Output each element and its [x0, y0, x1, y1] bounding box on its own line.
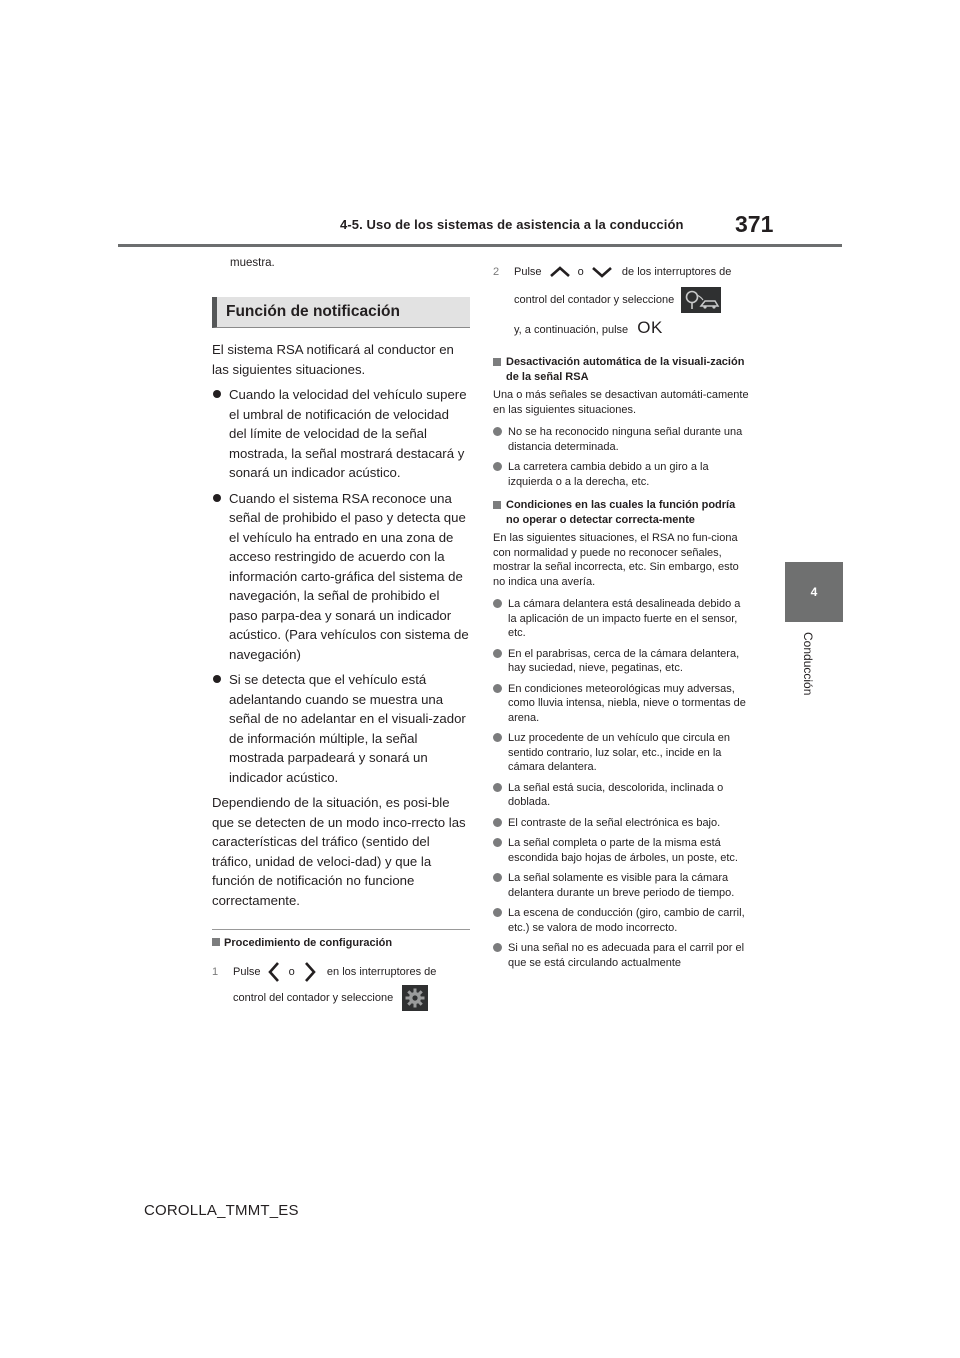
step-text-b: o	[577, 266, 584, 278]
left-column	[212, 256, 470, 1011]
chapter-tab[interactable]: 4	[785, 562, 843, 622]
bullet-item: La cámara delantera está desalineada debido a la aplicación de un impacto fuerte en el sensor, etc.	[508, 597, 751, 641]
intro-paragraph: El sistema RSA notificará al conductor en las siguientes situaciones.	[212, 342, 454, 377]
road-sign-assist-icon	[681, 287, 721, 313]
step-text-b: o	[288, 966, 295, 978]
subsection-heading	[493, 498, 751, 527]
chevron-left-icon	[268, 961, 280, 983]
bullet-item: Cuando el sistema RSA reconoce una señal de prohibido el paso y detecta que el vehículo ha entrado en una zona de acceso restringido de acuerdo con la información carto-gráfica del sistema de navegación, la señal de prohibido el paso parpa-dea y sonará un indicador acústico. (Para vehículos con sistema de navegación)	[229, 489, 470, 665]
continued-text: muestra.	[230, 257, 275, 269]
step-text-c: en los interruptores de control del contador y seleccione	[233, 966, 437, 1004]
bullet-item: En el parabrisas, cerca de la cámara delantera, hay suciedad, nieve, pegatinas, etc.	[508, 647, 751, 676]
section-title-box: Función de notificación	[212, 297, 470, 328]
chevron-down-icon	[591, 266, 613, 278]
header-rule	[118, 244, 842, 247]
section-header: 4-5. Uso de los sistemas de asistencia a la conducción	[340, 217, 684, 232]
step-number: 2	[493, 266, 500, 278]
bullet-item: No se ha reconocido ninguna señal durante una distancia determinada.	[508, 425, 751, 454]
bullet-item: En condiciones meteorológicas muy adversas, como lluvia intensa, niebla, nieve o tormentas de arena.	[508, 682, 751, 726]
bullet-item: La señal completa o parte de la misma está escondida bajo hojas de árboles, un poste, etc.	[508, 836, 751, 865]
chevron-up-icon	[549, 266, 571, 278]
step-number: 1	[212, 966, 219, 978]
subsection-rule	[212, 929, 470, 930]
step-text-c: de los interruptores de control del contador y seleccione	[514, 266, 732, 306]
bullet-item: Cuando la velocidad del vehículo supere el umbral de notificación de velocidad del límite de velocidad de la señal mostrada, la señal mostrará destacará y sonará un indicador acústico.	[229, 385, 470, 483]
paragraph: En las siguientes situaciones, el RSA no fun-ciona con normalidad y puede no reconocer señales, mostrar la señal incorrecta, etc. Sin embargo, esto no indica una avería.	[493, 532, 739, 588]
subsection-heading	[493, 355, 751, 384]
chapter-label: Conducción	[801, 632, 815, 696]
bullet-item: La escena de conducción (giro, cambio de carril, etc.) se valora de modo incorrecto.	[508, 906, 751, 935]
subsection-heading-text: Condiciones en las cuales la función podría no operar o detectar correcta-mente	[506, 499, 736, 526]
step-text-a: Pulse	[514, 266, 542, 278]
chevron-right-icon	[304, 961, 316, 983]
closing-paragraph: Dependiendo de la situación, es posi-ble que se detecten de un modo inco-rrecto las características del tráfico (sentido del tráfico, unidad de veloci-dad) y que la función de notificación no funcione correctamente.	[212, 795, 466, 908]
ok-button-icon: OK	[637, 318, 663, 337]
bullet-item: Luz procedente de un vehículo que circula en sentido contrario, luz solar, etc., incide en la cámara delantera.	[508, 731, 751, 775]
paragraph: Una o más señales se desactivan automáti-camente en las siguientes situaciones.	[493, 389, 749, 416]
bullet-item: Si una señal no es adecuada para el carril por el que se está circulando actualmente	[508, 941, 751, 970]
footer-code: COROLLA_TMMT_ES	[144, 1202, 299, 1219]
square-bullet-icon	[212, 938, 220, 946]
bullet-item: Si se detecta que el vehículo está adelantando cuando se muestra una señal de no adelantar en el visuali-zador de información múltiple, la señal mostrada parpadeará y sonará un indicador acústico.	[229, 670, 470, 787]
right-column	[493, 258, 751, 970]
step-text-a: Pulse	[233, 966, 261, 978]
subsection-heading	[212, 936, 470, 950]
step-text-d: y, a continuación, pulse	[514, 324, 629, 336]
step-2	[493, 258, 751, 344]
subsection-heading-text: Procedimiento de configuración	[224, 937, 393, 949]
page-number: 371	[735, 211, 774, 237]
square-bullet-icon	[493, 501, 501, 509]
bullet-item: El contraste de la señal electrónica es bajo.	[508, 816, 751, 831]
step-1	[212, 959, 470, 1011]
bullet-item: La carretera cambia debido a un giro a la izquierda o a la derecha, etc.	[508, 460, 751, 489]
bullet-item: La señal solamente es visible para la cámara delantera durante un breve periodo de tiempo.	[508, 871, 751, 900]
bullet-item: La señal está sucia, descolorida, inclinada o doblada.	[508, 781, 751, 810]
subsection-heading-text: Desactivación automática de la visuali-zación de la señal RSA	[506, 356, 745, 383]
gear-settings-icon	[402, 985, 428, 1011]
square-bullet-icon	[493, 358, 501, 366]
